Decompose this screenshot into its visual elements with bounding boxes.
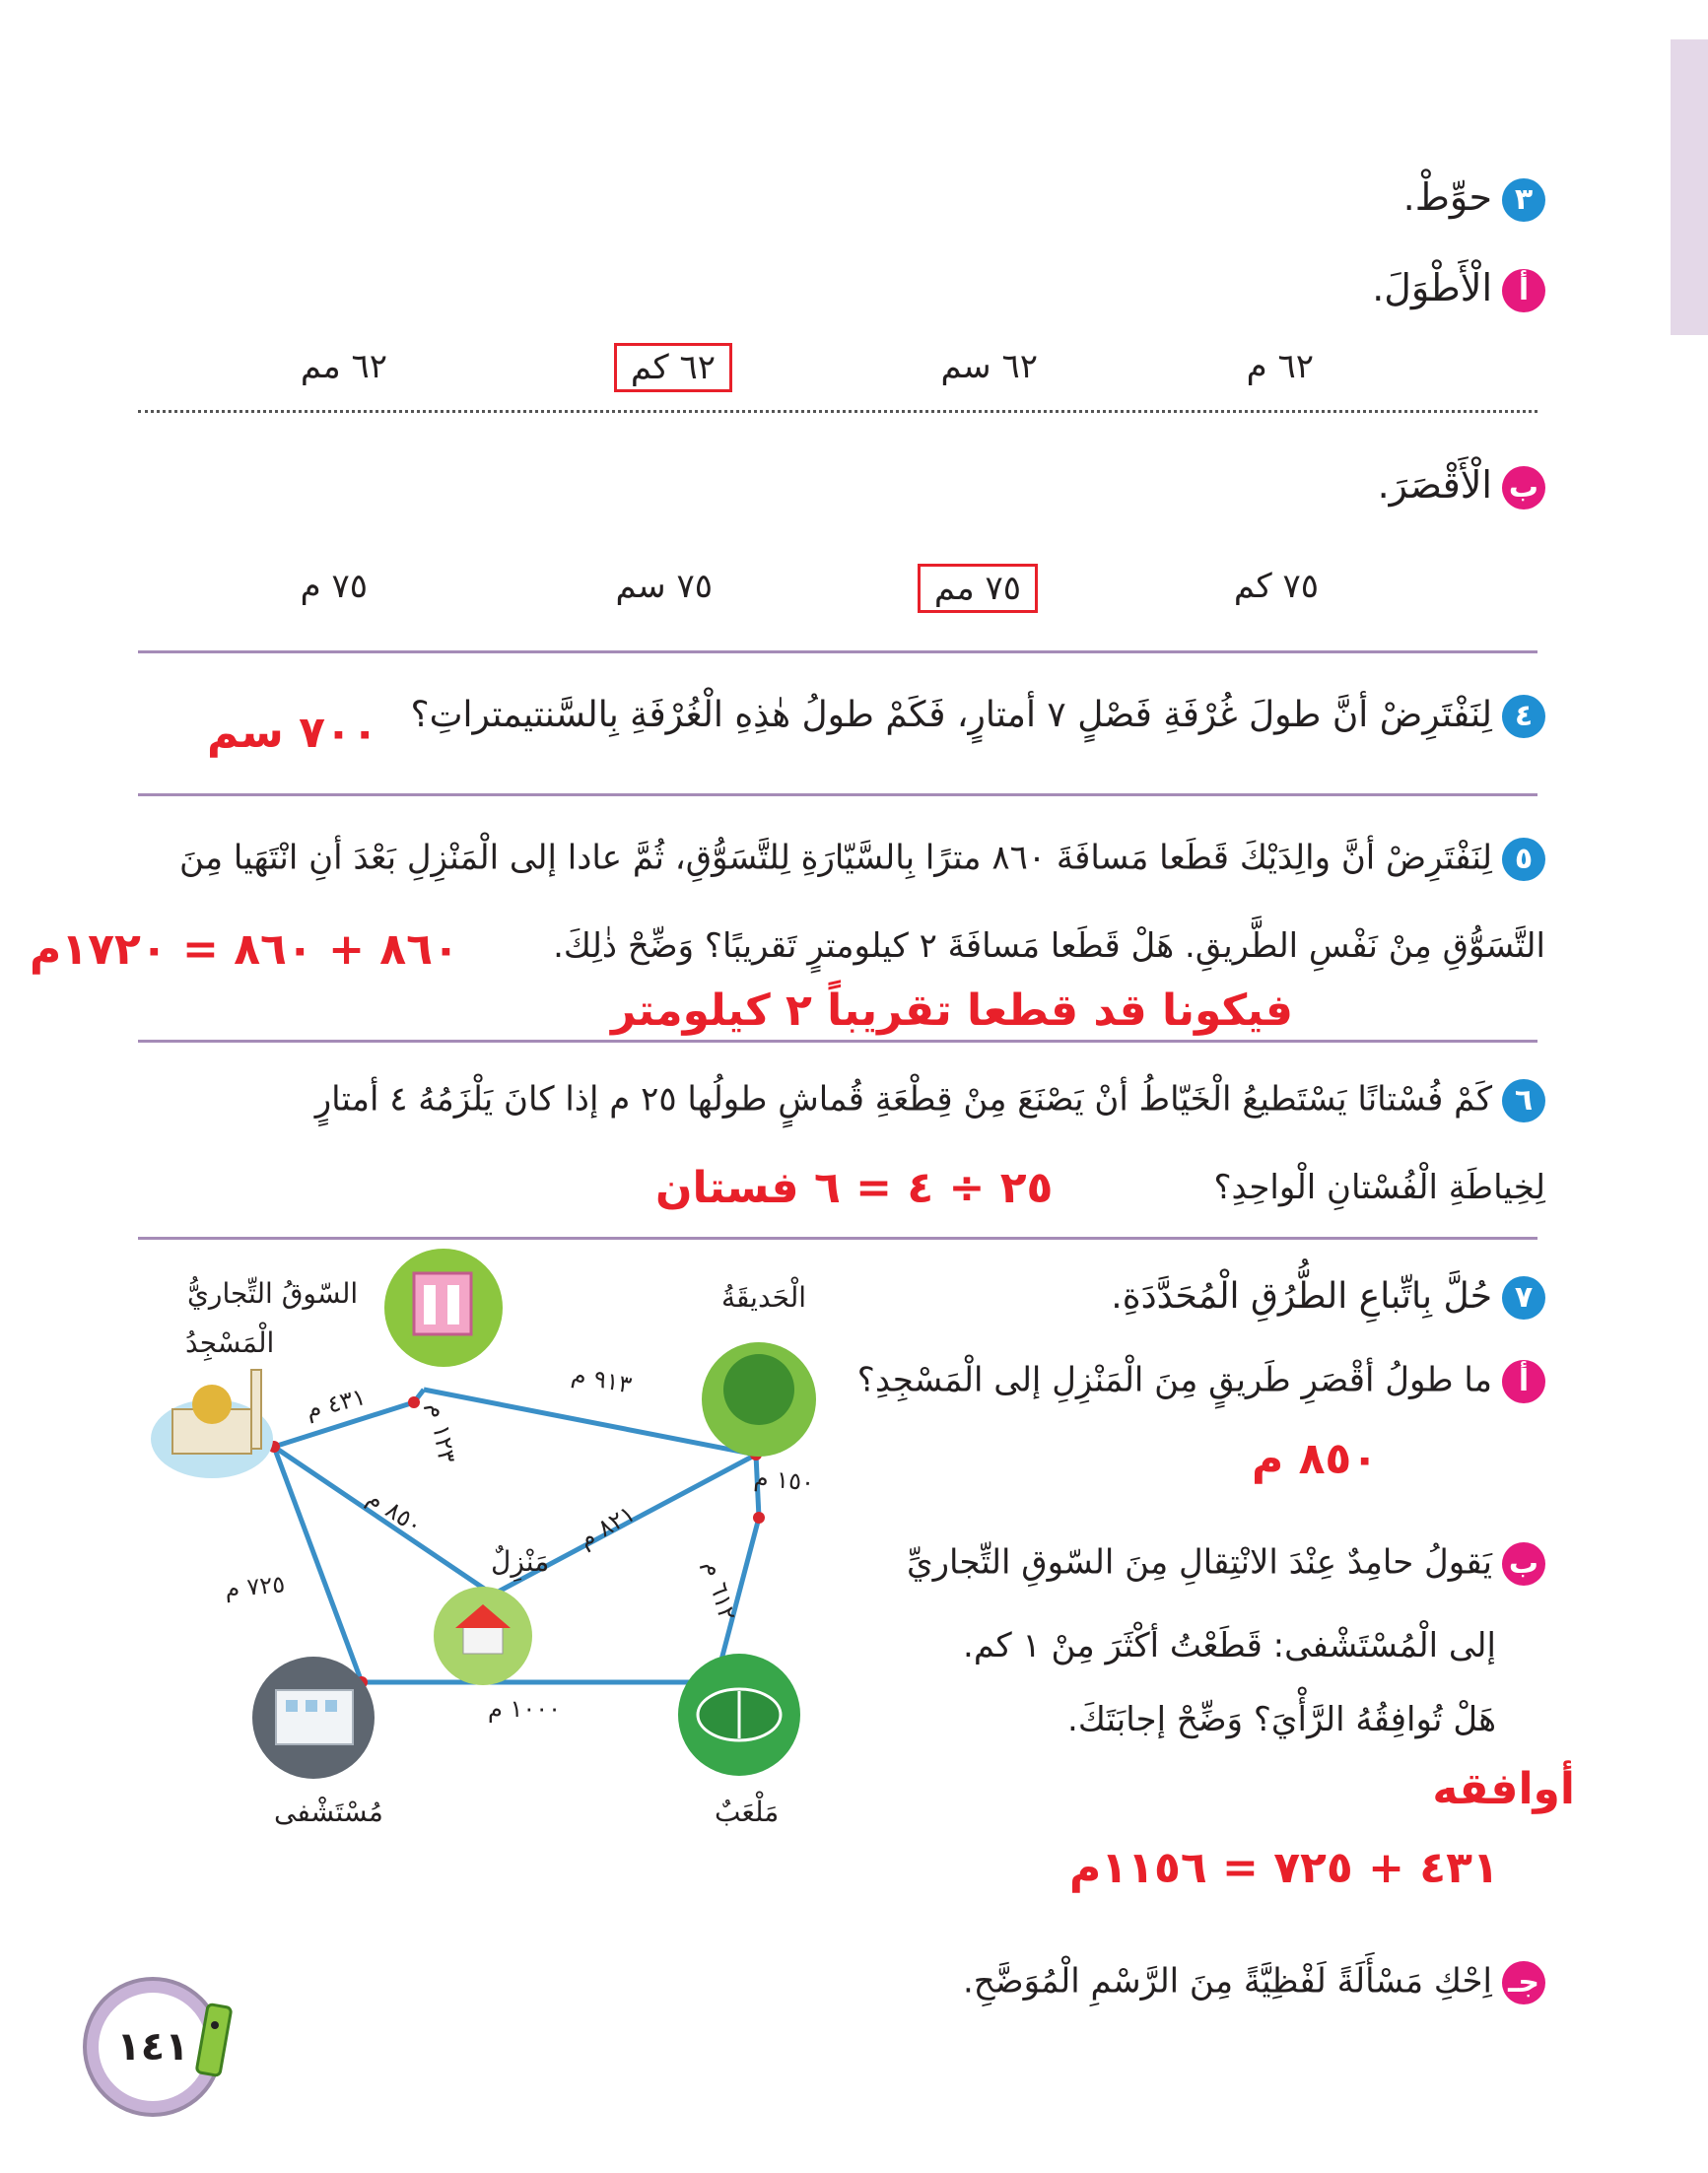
side-tab bbox=[1671, 39, 1708, 335]
question-7 bbox=[1111, 1276, 1545, 1320]
junction-dot bbox=[753, 1512, 765, 1524]
stadium-icon bbox=[678, 1654, 800, 1776]
mascot-icon bbox=[187, 1991, 246, 2089]
question-number-badge: ٣ bbox=[1502, 178, 1545, 222]
answer-q7b-calc: ٤٣١ + ٧٢٥ = ١١٥٦م bbox=[1069, 1843, 1499, 1893]
question-text: حُلَّ بِاتِّباعِ الطُّرُقِ الْمُحَدَّدَةِ. bbox=[1111, 1276, 1492, 1317]
label-mosque: الْمَسْجِدُ bbox=[185, 1326, 275, 1359]
section-divider bbox=[138, 793, 1537, 796]
mosque-icon bbox=[151, 1370, 273, 1478]
part-text: يَقولُ حامِدٌ عِنْدَ الانْتِقالِ مِنَ السّوقِ التِّجاريِّ bbox=[906, 1542, 1492, 1583]
mall-icon bbox=[384, 1249, 503, 1367]
question-7b-line3: هَلْ تُوافِقُهُ الرَّأْيَ؟ وَضِّحْ إجابَتَكَ. bbox=[1067, 1700, 1496, 1739]
distance-node-stadium: ٦١٢ م bbox=[699, 1557, 742, 1624]
question-number-badge: ٧ bbox=[1502, 1276, 1545, 1320]
answer-q5-text: فيكونا قد قطعا تقريباً ٢ كيلومتر bbox=[611, 985, 1293, 1036]
section-divider bbox=[138, 1237, 1537, 1240]
part-letter-badge: أ bbox=[1502, 269, 1545, 312]
distance-mall-node: ١٢٣ م bbox=[423, 1400, 461, 1465]
label-hospital: مُسْتَشْفى bbox=[274, 1796, 383, 1828]
question-3b bbox=[1378, 463, 1545, 509]
question-text: لِنَفْتَرِضْ أنَّ والِدَيْكَ قَطَعا مَسافَةَ ٨٦٠ مترًا بِالسَّيّارَةِ لِلتَّسَوُّقِ، ثُمَّ عادا إلى الْمَنْزِلِ بَعْدَ أنِ انْتَهَيا مِنَ bbox=[178, 838, 1492, 878]
label-park: الْحَديقَةُ bbox=[721, 1281, 807, 1314]
question-3a bbox=[1372, 266, 1545, 312]
question-5-line2: التَّسَوُّقِ مِنْ نَفْسِ الطَّريقِ. هَلْ قَطَعا مَسافَةَ ٢ كيلومترٍ تَقريبًا؟ وَضِّحْ ذٰلِكَ. bbox=[553, 926, 1545, 966]
road-mosque-hospital bbox=[274, 1447, 362, 1682]
label-mall: السّوقُ التِّجاريُّ bbox=[187, 1277, 359, 1310]
distance-hospital-stadium: ١٠٠٠ م bbox=[488, 1695, 562, 1723]
question-6-line1 bbox=[315, 1079, 1545, 1122]
home-icon bbox=[434, 1587, 532, 1685]
part-letter-badge: جـ bbox=[1502, 1961, 1545, 2004]
label-home: مَنْزِلٌ bbox=[491, 1545, 550, 1578]
label-stadium: مَلْعَبٌ bbox=[715, 1796, 780, 1828]
option-62m[interactable]: ٦٢ م bbox=[1246, 347, 1314, 386]
answer-q4: ٧٠٠ سم bbox=[207, 708, 378, 758]
question-number-badge: ٦ bbox=[1502, 1079, 1545, 1122]
question-text: كَمْ فُسْتانًا يَسْتَطيعُ الْخَيّاطُ أنْ يَصْنَعَ مِنْ قِطْعَةِ قُماشٍ طولُها ٢٥ م إذا كانَ يَلْزَمُهُ ٤ أمتارٍ bbox=[314, 1079, 1492, 1120]
option-75m[interactable]: ٧٥ م bbox=[300, 567, 368, 606]
answer-q7a: ٨٥٠ م bbox=[1252, 1434, 1379, 1484]
hospital-icon bbox=[252, 1657, 375, 1779]
option-75cm[interactable]: ٧٥ سم bbox=[615, 567, 713, 606]
answer-q6: ٢٥ ÷ ٤ = ٦ فستان bbox=[655, 1163, 1054, 1213]
dotted-divider bbox=[138, 410, 1537, 413]
question-4 bbox=[411, 695, 1545, 738]
section-divider bbox=[138, 650, 1537, 653]
question-3 bbox=[1403, 175, 1545, 222]
distance-home-park: ٨٢١ م bbox=[574, 1499, 641, 1554]
question-7a bbox=[857, 1360, 1545, 1403]
part-text: الْأَقْصَرَ. bbox=[1377, 463, 1492, 507]
option-62km-circled[interactable]: ٦٢ كم bbox=[614, 343, 732, 392]
option-62mm[interactable]: ٦٢ مم bbox=[300, 347, 387, 386]
question-7b-line2: إلى الْمُسْتَشْفى: قَطَعْتُ أكْثَرَ مِنْ ١ كم. bbox=[963, 1626, 1496, 1665]
option-62cm[interactable]: ٦٢ سم bbox=[940, 347, 1038, 386]
question-7b-line1 bbox=[907, 1542, 1545, 1586]
distance-mosque-hospital: ٧٢٥ م bbox=[223, 1570, 287, 1603]
question-number-badge: ٥ bbox=[1502, 838, 1545, 881]
distance-park-node: ١٥٠ م bbox=[752, 1463, 816, 1497]
question-6-line2: لِخِياطَةِ الْفُسْتانِ الْواحِدِ؟ bbox=[1213, 1168, 1545, 1207]
answer-q5-calc: ٨٦٠ + ٨٦٠ = ١٧٢٠م bbox=[30, 924, 459, 975]
page-number: ١٤١ bbox=[87, 1981, 219, 2113]
part-letter-badge: ب bbox=[1502, 466, 1545, 509]
part-text: ما طولُ أقْصَرِ طَريقٍ مِنَ الْمَنْزِلِ إلى الْمَسْجِدِ؟ bbox=[856, 1360, 1492, 1400]
distance-mall-park: ٩١٣ م bbox=[569, 1360, 635, 1399]
option-75mm-circled[interactable]: ٧٥ مم bbox=[918, 564, 1038, 613]
distance-mosque-home: ٨٥٠ م bbox=[362, 1483, 428, 1540]
part-text: اِحْكِ مَسْأَلَةً لَفْظِيَّةً مِنَ الرَّسْمِ الْمُوَضَّحِ. bbox=[962, 1961, 1492, 2002]
distance-mosque-mall: ٤٣١ م bbox=[303, 1383, 369, 1424]
question-text: لِنَفْتَرِضْ أنَّ طولَ غُرْفَةِ فَصْلٍ ٧ أمتارٍ، فَكَمْ طولُ هٰذِهِ الْغُرْفَةِ بِالسَّنتيمتراتِ؟ bbox=[410, 695, 1492, 735]
answer-q7b-agree: أوافقه bbox=[1432, 1764, 1575, 1814]
question-7c bbox=[963, 1961, 1545, 2004]
question-5-line1 bbox=[179, 838, 1545, 881]
part-letter-badge: ب bbox=[1502, 1542, 1545, 1586]
part-letter-badge: أ bbox=[1502, 1360, 1545, 1403]
part-text: الْأَطْوَلَ. bbox=[1372, 266, 1492, 309]
question-number-badge: ٤ bbox=[1502, 695, 1545, 738]
junction-dot bbox=[408, 1396, 420, 1408]
section-divider bbox=[138, 1040, 1537, 1043]
question-text: حوِّطْ. bbox=[1402, 175, 1492, 219]
park-icon bbox=[702, 1342, 816, 1457]
option-75km[interactable]: ٧٥ كم bbox=[1233, 567, 1319, 606]
